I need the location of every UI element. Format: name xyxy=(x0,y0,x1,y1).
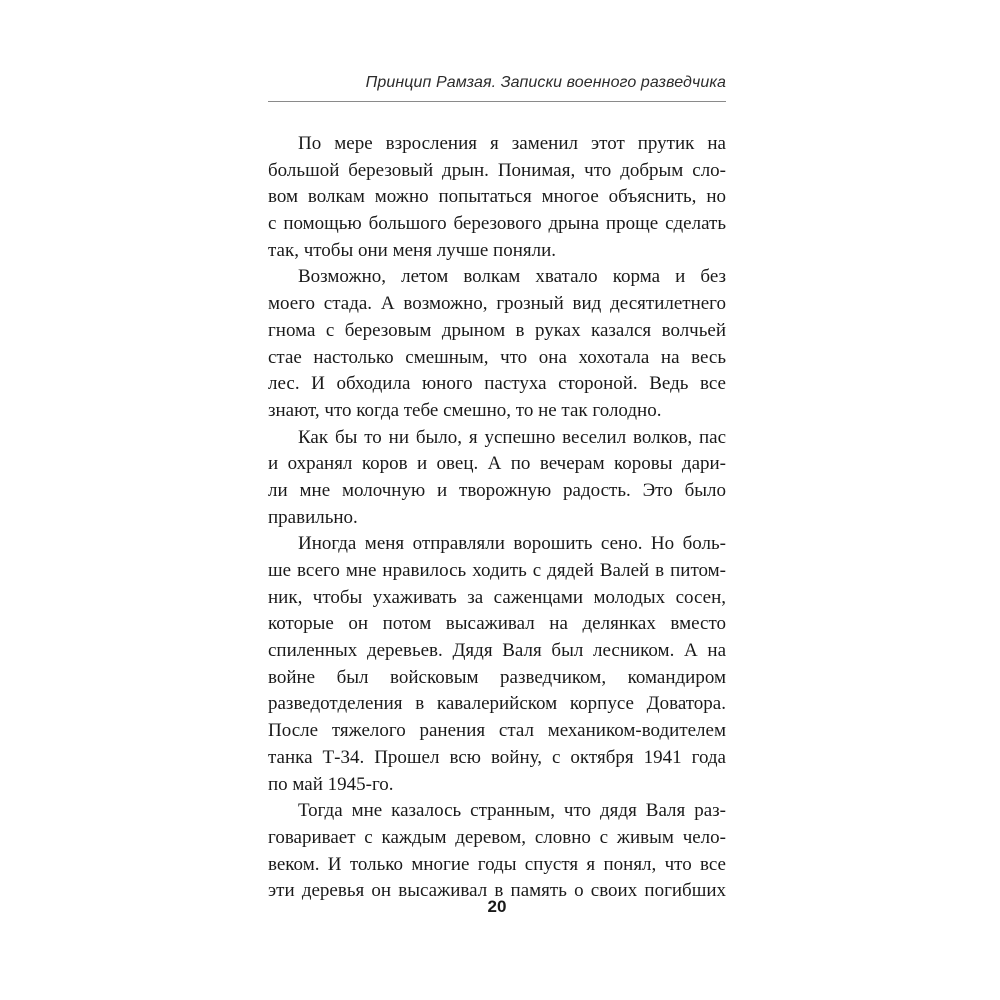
text-line: ник, чтобы ухаживать за саженцами молодых сосен, xyxy=(268,586,726,608)
text-line: с помощью большого березового дрына проще сделать xyxy=(268,213,726,235)
text-line: вом волкам можно попытаться многое объяснить, но xyxy=(268,186,726,208)
header-rule xyxy=(268,101,726,102)
text-line: веком. И только многие годы спустя я понял, что все xyxy=(268,853,726,875)
text-line: спиленных деревьев. Дядя Валя был лесником. А на xyxy=(268,640,726,662)
text-line: Тогда мне казалось странным, что дядя Валя раз- xyxy=(298,800,726,822)
text-line: эти деревья он высаживал в память о своих погибших xyxy=(268,880,726,902)
text-line: стае настолько смешным, что она хохотала на весь xyxy=(268,346,726,368)
text-line: которые он потом высаживал на делянках вместо xyxy=(268,613,726,635)
text-line: После тяжелого ранения стал механиком-водителем xyxy=(268,720,726,742)
text-line: и охранял коров и овец. А по вечерам коровы дари- xyxy=(268,453,726,475)
text-line: Иногда меня отправляли ворошить сено. Но боль- xyxy=(298,533,726,555)
paragraph xyxy=(268,798,726,905)
text-line: говаривает с каждым деревом, словно с живым чело- xyxy=(268,826,726,848)
paragraph xyxy=(268,425,726,532)
text-line: лес. И обходила юного пастуха стороной. Ведь все xyxy=(268,373,726,395)
text-line: ли мне молочную и творожную радость. Это было xyxy=(268,479,726,501)
paragraph xyxy=(268,264,726,424)
text-line: знают, что когда тебе смешно, то не так голодно. xyxy=(268,399,662,421)
text-line: большой березовый дрын. Понимая, что добрым сло- xyxy=(268,159,726,181)
running-head: Принцип Рамзая. Записки военного разведчика xyxy=(365,74,726,91)
text-line: танка Т-34. Прошел всю войну, с октября 1941 года xyxy=(268,746,726,768)
text-line: ше всего мне нравилось ходить с дядей Валей в питом- xyxy=(268,560,726,581)
text-line: разведотделения в кавалерийском корпусе Доватора. xyxy=(268,693,726,715)
text-line: правильно. xyxy=(268,506,358,528)
text-line: по май 1945-го. xyxy=(268,773,394,795)
text-line: Как бы то ни было, я успешно веселил волков, пас xyxy=(298,426,726,448)
text-line: гнома с березовым дрыном в руках казался волчьей xyxy=(268,319,726,341)
text-line: войне был войсковым разведчиком, командиром xyxy=(268,666,726,688)
body-text xyxy=(268,131,726,905)
page-number: 20 xyxy=(487,897,507,916)
text-line: По мере взросления я заменил этот прутик на xyxy=(298,133,726,154)
paragraph xyxy=(268,531,726,798)
paragraph xyxy=(268,131,726,264)
text-line: так, чтобы они меня лучше поняли. xyxy=(268,239,557,261)
text-line: Возможно, летом волкам хватало корма и без xyxy=(298,266,726,288)
text-line: моего стада. А возможно, грозный вид десятилетнего xyxy=(268,293,726,315)
